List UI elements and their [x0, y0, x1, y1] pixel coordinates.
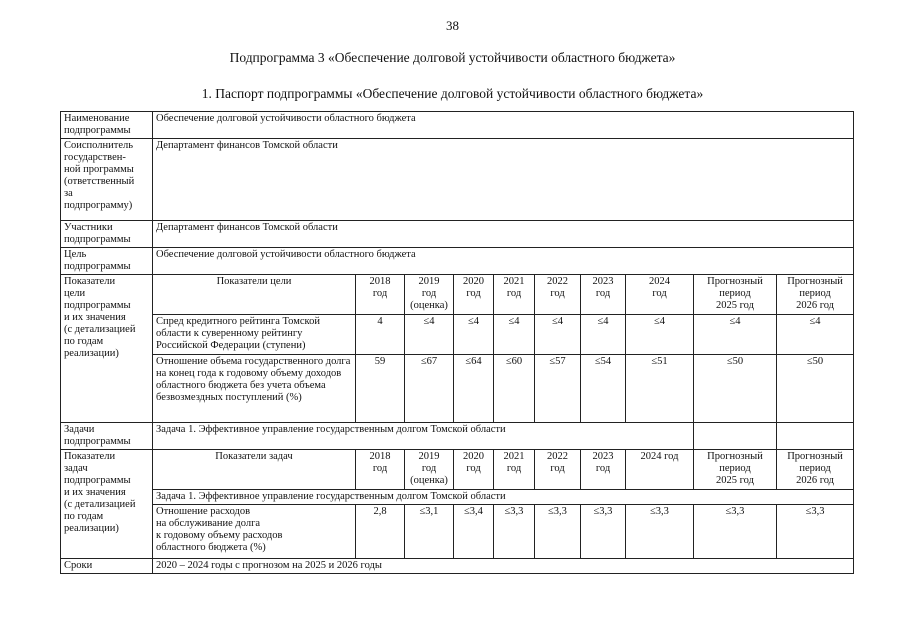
task-header-2019: 2019 год (оценка): [405, 450, 454, 490]
task-header-2020: 2020 год: [454, 450, 494, 490]
passport-table: [60, 111, 854, 574]
value-coexecutor: Департамент финансов Томской области: [153, 139, 854, 221]
goal-indicator-row: [61, 355, 854, 423]
goal-header-2021: 2021 год: [494, 275, 535, 315]
goal-indicators-header: [61, 275, 854, 315]
task-value-cell: ≤3,3: [494, 505, 535, 559]
label-tasks: Задачи подпрограммы: [61, 423, 153, 450]
goal-indicator-name: Отношение объема государственного долга на конец года к годовому объему доходов областного бюджета без учета объема безвозмездных поступлений (%): [153, 355, 356, 423]
value-tasks: Задача 1. Эффективное управление государственным долгом Томской области: [153, 423, 694, 450]
label-name: Наименование подпрограммы: [61, 112, 153, 139]
goal-value-cell: ≤4: [777, 315, 854, 355]
goal-value-cell: 59: [356, 355, 405, 423]
goal-header-2023: 2023 год: [581, 275, 626, 315]
task-indicator-name: Отношение расходов на обслуживание долга к годовому объему расходов областного бюджета (%): [153, 505, 356, 559]
goal-value-cell: ≤4: [454, 315, 494, 355]
goal-indicator-name: Спред кредитного рейтинга Томской области к суверенному рейтингу Российской Федерации (ступени): [153, 315, 356, 355]
value-name: Обеспечение долговой устойчивости областного бюджета: [153, 112, 854, 139]
goal-header-2019: 2019 год (оценка): [405, 275, 454, 315]
task-value-cell: ≤3,3: [777, 505, 854, 559]
task-indicators-header: [61, 450, 854, 490]
goal-value-cell: ≤4: [581, 315, 626, 355]
goal-value-cell: ≤4: [535, 315, 581, 355]
label-terms: Сроки: [61, 559, 153, 574]
goal-value-cell: ≤4: [626, 315, 694, 355]
row-coexecutor: [61, 139, 854, 221]
goal-header-2026: Прогнозный период 2026 год: [777, 275, 854, 315]
value-terms: 2020 – 2024 годы с прогнозом на 2025 и 2026 годы: [153, 559, 854, 574]
row-goal: [61, 248, 854, 275]
goal-value-cell: ≤50: [777, 355, 854, 423]
task-header-2022: 2022 год: [535, 450, 581, 490]
task-value-cell: ≤3,4: [454, 505, 494, 559]
task-value-cell: ≤3,3: [581, 505, 626, 559]
label-goal: Цель подпрограммы: [61, 248, 153, 275]
task-title: Задача 1. Эффективное управление государственным долгом Томской области: [153, 490, 854, 505]
task-value-cell: ≤3,3: [626, 505, 694, 559]
task-header-2026: Прогнозный период 2026 год: [777, 450, 854, 490]
goal-header-2024: 2024 год: [626, 275, 694, 315]
goal-value-cell: ≤64: [454, 355, 494, 423]
task-value-cell: ≤3,1: [405, 505, 454, 559]
goal-value-cell: ≤54: [581, 355, 626, 423]
goal-header-2020: 2020 год: [454, 275, 494, 315]
label-task-indicators: Показатели задач подпрограммы и их значения (с детализацией по годам реализации): [61, 450, 153, 559]
value-participants: Департамент финансов Томской области: [153, 221, 854, 248]
goal-value-cell: ≤4: [694, 315, 777, 355]
task-indicator-row: [61, 505, 854, 559]
task-value-cell: ≤3,3: [535, 505, 581, 559]
value-goal: Обеспечение долговой устойчивости областного бюджета: [153, 248, 854, 275]
task-header-2018: 2018 год: [356, 450, 405, 490]
task-title-row: [61, 490, 854, 505]
goal-header-2022: 2022 год: [535, 275, 581, 315]
label-participants: Участники подпрограммы: [61, 221, 153, 248]
label-coexecutor: Соисполнитель государствен- ной программы (ответственный за подпрограмму): [61, 139, 153, 221]
task-header-2024: 2024 год: [626, 450, 694, 490]
task-value-cell: ≤3,3: [694, 505, 777, 559]
goal-header-2025: Прогнозный период 2025 год: [694, 275, 777, 315]
goal-indicator-row: [61, 315, 854, 355]
goal-value-cell: ≤51: [626, 355, 694, 423]
row-name: [61, 112, 854, 139]
row-terms: [61, 559, 854, 574]
task-header-2025: Прогнозный период 2025 год: [694, 450, 777, 490]
task-header-2023: 2023 год: [581, 450, 626, 490]
goal-value-cell: ≤50: [694, 355, 777, 423]
goal-value-cell: ≤60: [494, 355, 535, 423]
subprogram-heading: Подпрограмма 3 «Обеспечение долговой устойчивости областного бюджета»: [229, 50, 676, 65]
row-participants: [61, 221, 854, 248]
goal-value-cell: ≤4: [494, 315, 535, 355]
task-value-cell: 2,8: [356, 505, 405, 559]
task-header-2021: 2021 год: [494, 450, 535, 490]
label-goal-indicators: Показатели цели подпрограммы и их значения (с детализацией по годам реализации): [61, 275, 153, 423]
goal-value-cell: ≤67: [405, 355, 454, 423]
passport-heading: 1. Паспорт подпрограммы «Обеспечение долговой устойчивости областного бюджета»: [201, 86, 704, 101]
goal-header-2018: 2018 год: [356, 275, 405, 315]
goal-value-cell: 4: [356, 315, 405, 355]
page-number: 38: [446, 18, 459, 33]
tasks-empty-cell: [777, 423, 854, 450]
goal-header-name: Показатели цели: [153, 275, 356, 315]
task-header-name: Показатели задач: [153, 450, 356, 490]
tasks-empty-cell: [694, 423, 777, 450]
goal-value-cell: ≤4: [405, 315, 454, 355]
goal-value-cell: ≤57: [535, 355, 581, 423]
row-tasks: [61, 423, 854, 450]
